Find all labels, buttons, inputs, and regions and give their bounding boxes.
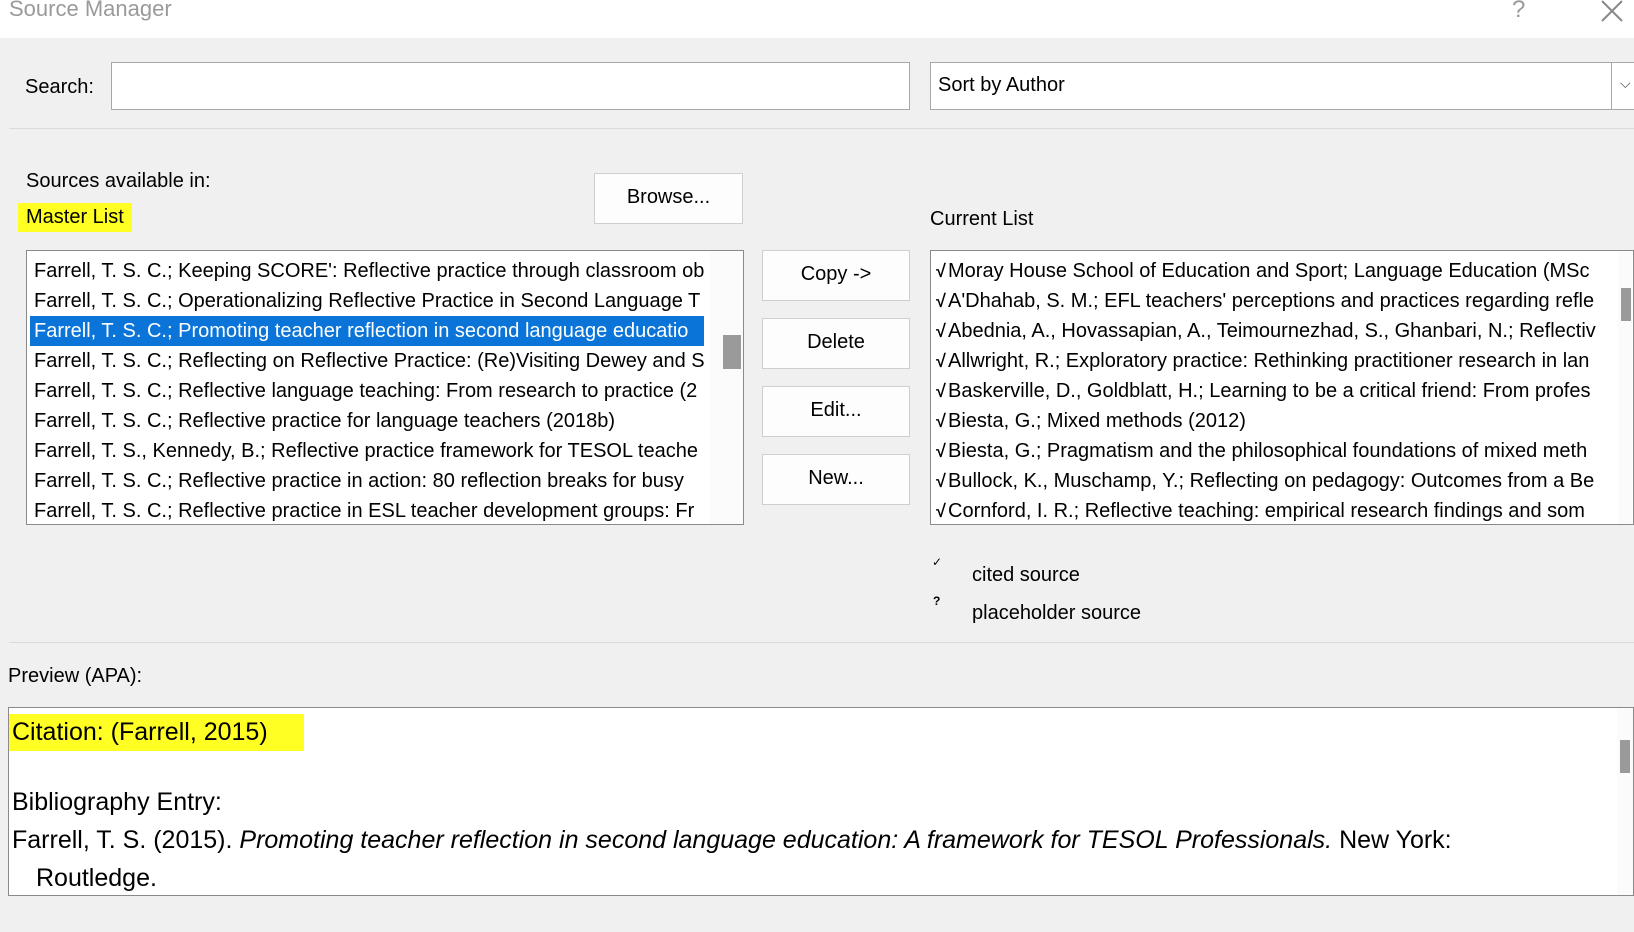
preview-bibliography-entry-line2: Routledge. [36,864,157,892]
current-list-item[interactable] [931,346,1617,376]
current-list-item-label: Biesta, G.; Mixed methods (2012) [948,410,1246,432]
cited-check-icon: √ [936,291,946,311]
cited-check-icon: √ [936,501,946,521]
cited-check-icon: √ [936,441,946,461]
master-list-item[interactable]: Farrell, T. S. C.; Operationalizing Reflective Practice in Second Language T [34,290,701,312]
master-list-item[interactable]: Farrell, T. S., Kennedy, B.; Reflective practice framework for TESOL teache [34,440,698,462]
current-list-item-label: Allwright, R.; Exploratory practice: Rethinking practitioner research in lan [948,350,1590,372]
current-list-item-label: A'Dhahab, S. M.; EFL teachers' perceptions and practices regarding refle [948,290,1595,312]
preview-pane [8,707,1634,896]
current-list-item[interactable] [931,496,1617,525]
cited-check-icon: ✓ [932,555,943,569]
preview-scroll-thumb[interactable] [1620,740,1630,773]
preview-scrollbar[interactable] [1617,708,1633,895]
title-bar [0,0,1634,38]
window-title: Source Manager [9,0,172,21]
search-input[interactable] [111,62,910,110]
edit-button[interactable] [762,386,910,437]
master-list-items [27,256,707,525]
cited-check-icon: √ [936,321,946,341]
current-list-item-label: Cornford, I. R.; Reflective teaching: empirical research findings and som [948,500,1585,522]
cited-check-icon: √ [936,351,946,371]
preview-bibliography-entry [12,826,1452,855]
current-list-item-label: Baskerville, D., Goldblatt, H.; Learning to be a critical friend: From profes [948,380,1591,402]
divider [9,642,1634,643]
sort-selected-value: Sort by Author [938,74,1065,96]
master-list-item[interactable]: Farrell, T. S. C.; Reflective practice in action: 80 reflection breaks for busy [34,470,684,492]
current-list-item[interactable] [931,376,1617,406]
master-list-box[interactable] [26,250,744,525]
current-list-scrollbar[interactable] [1618,251,1632,524]
cited-check-icon: √ [936,411,946,431]
current-list-items [931,256,1617,525]
current-list-item[interactable] [931,256,1617,286]
current-list-item-label: Biesta, G.; Pragmatism and the philosophical foundations of mixed meth [948,440,1588,462]
preview-citation: Citation: (Farrell, 2015) [9,714,304,751]
master-list-item[interactable]: Farrell, T. S. C.; Reflective language teaching: From research to practice (2 [34,380,698,402]
cited-check-icon: √ [936,261,946,281]
sort-dropdown-button[interactable] [1611,63,1634,109]
new-button-label: New... [808,467,864,489]
master-list-scroll-thumb[interactable] [723,335,741,369]
master-list-scrollbar[interactable] [710,251,743,524]
current-list-item[interactable] [931,466,1617,496]
current-list-item[interactable] [931,406,1617,436]
browse-button[interactable] [594,173,743,224]
current-list-item-label: Abednia, A., Hovassapian, A., Teimournezhad, S., Ghanbari, N.; Reflectiv [948,320,1596,342]
current-list-item[interactable] [931,286,1617,316]
placeholder-source-legend: placeholder source [972,602,1141,624]
cited-source-legend: cited source [972,564,1080,586]
current-list-scroll-thumb[interactable] [1621,288,1631,321]
current-list-item-label: Moray House School of Education and Sport; Language Education (MSc [948,260,1590,282]
search-label: Search: [25,76,94,98]
chevron-down-icon: ⌵ [1620,75,1631,91]
copy-button-label: Copy -> [800,263,872,285]
master-list-item[interactable]: Farrell, T. S. C.; Reflective practice for language teachers (2018b) [34,410,616,432]
master-list-item[interactable]: Farrell, T. S. C.; Reflecting on Reflective Practice: (Re)Visiting Dewey and S [34,350,705,372]
current-list-item[interactable] [931,436,1617,466]
new-button[interactable] [762,454,910,505]
bib-author-year: Farrell, T. S. (2015). [12,826,240,854]
current-list-label: Current List [930,208,1034,230]
bib-title: Promoting teacher reflection in second language education: A framework for TESOL Professionals. [239,826,1333,854]
delete-button-label: Delete [807,331,865,353]
delete-button[interactable] [762,318,910,369]
master-list-item[interactable]: Farrell, T. S. C.; Keeping SCORE': Reflective practice through classroom ob [34,260,705,282]
master-list-item[interactable]: Farrell, T. S. C.; Reflective practice in ESL teacher development groups: Fr [34,500,695,522]
sort-dropdown[interactable] [930,62,1634,110]
master-list-label: Master List [18,203,132,232]
close-icon[interactable] [1600,0,1624,22]
cited-check-icon: √ [936,381,946,401]
placeholder-question-icon: ? [933,594,941,608]
help-icon[interactable]: ? [1512,0,1526,23]
master-list-item[interactable]: Farrell, T. S. C.; Promoting teacher reflection in second language educatio [30,316,704,346]
edit-button-label: Edit... [810,399,862,421]
current-list-item-label: Bullock, K., Muschamp, Y.; Reflecting on pedagogy: Outcomes from a Be [948,470,1595,492]
current-list-item[interactable] [931,316,1617,346]
current-list-box[interactable] [930,250,1634,525]
sources-available-label: Sources available in: [26,170,211,192]
browse-button-label: Browse... [626,186,711,208]
divider [9,128,1634,129]
copy-button[interactable] [762,250,910,301]
cited-check-icon: √ [936,471,946,491]
preview-bibliography-heading: Bibliography Entry: [12,788,222,816]
preview-label: Preview (APA): [8,665,143,687]
bib-publisher-city: New York: [1332,826,1452,854]
